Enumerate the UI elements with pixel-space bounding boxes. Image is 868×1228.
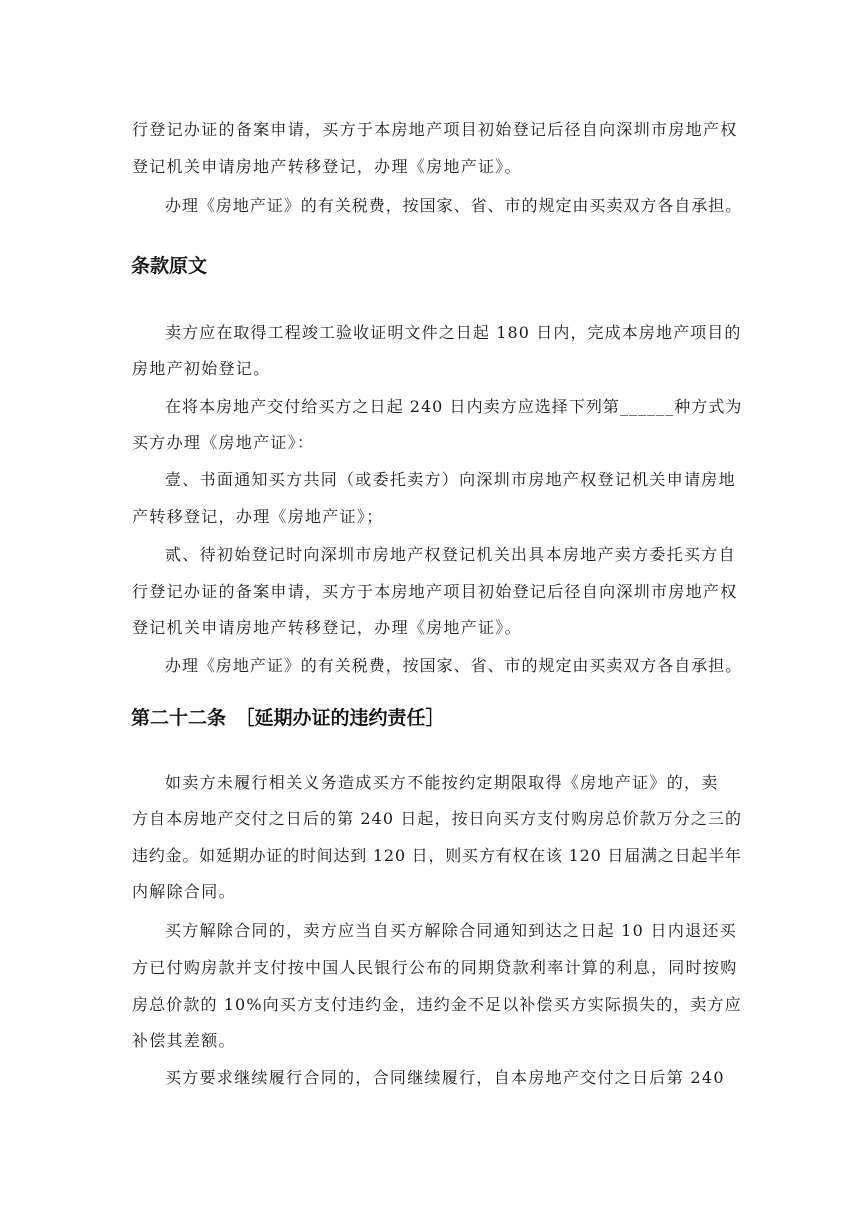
paragraph-line: 办理《房地产证》的有关税费，按国家、省、市的规定由买卖双方各自承担。 <box>165 656 743 675</box>
paragraph-line: 在将本房地产交付给买方之日起 240 日内卖方应选择下列第______种方式为 <box>165 397 743 416</box>
paragraph-line: 方已付购房款并支付按中国人民银行公布的同期贷款利率计算的利息，同时按购 <box>132 958 738 977</box>
paragraph-line: 壹、书面通知买方共同（或委托卖方）向深圳市房地产权登记机关申请房地 <box>165 470 736 489</box>
paragraph-line: 卖方应在取得工程竣工验收证明文件之日起 180 日内，完成本房地产项目的 <box>165 323 742 342</box>
paragraph-line: 房地产初始登记。 <box>132 359 271 378</box>
paragraph-line: 贰、待初始登记时向深圳市房地产权登记机关出具本房地产卖方委托买方自 <box>165 545 736 564</box>
paragraph-line: 违约金。如延期办证的时间达到 120 日，则买方有权在该 120 日届满之日起半年 <box>132 846 742 865</box>
paragraph-line: 买方解除合同的，卖方应当自买方解除合同通知到达之日起 10 日内退还买 <box>165 921 738 940</box>
paragraph-line: 如卖方未履行相关义务造成买方不能按约定期限取得《房地产证》的，卖 <box>165 773 719 792</box>
paragraph-line: 补偿其差额。 <box>132 1031 236 1050</box>
paragraph-line: 房总价款的 10%向买方支付违约金，违约金不足以补偿买方实际损失的，卖方应 <box>132 995 742 1014</box>
paragraph-line: 登记机关申请房地产转移登记，办理《房地产证》。 <box>132 157 522 176</box>
paragraph-line: 行登记办证的备案申请，买方于本房地产项目初始登记后径自向深圳市房地产权 <box>132 120 738 139</box>
paragraph-line: 登记机关申请房地产转移登记，办理《房地产证》。 <box>132 618 522 637</box>
paragraph-line: 方自本房地产交付之日后的第 240 日起，按日向买方支付购房总价款万分之三的 <box>132 809 743 828</box>
paragraph-line: 买方办理《房地产证》： <box>132 433 315 452</box>
paragraph-line: 办理《房地产证》的有关税费，按国家、省、市的规定由买卖双方各自承担。 <box>165 196 743 215</box>
paragraph-line: 产转移登记，办理《房地产证》； <box>132 507 384 526</box>
paragraph-line: 内解除合同。 <box>132 882 236 901</box>
article-heading: 第二十二条 ［延期办证的违约责任］ <box>131 707 445 729</box>
section-heading: 条款原文 <box>131 255 208 277</box>
paragraph-line: 买方要求继续履行合同的，合同继续履行，自本房地产交付之日后第 240 <box>165 1068 725 1087</box>
paragraph-line: 行登记办证的备案申请，买方于本房地产项目初始登记后径自向深圳市房地产权 <box>132 582 738 601</box>
